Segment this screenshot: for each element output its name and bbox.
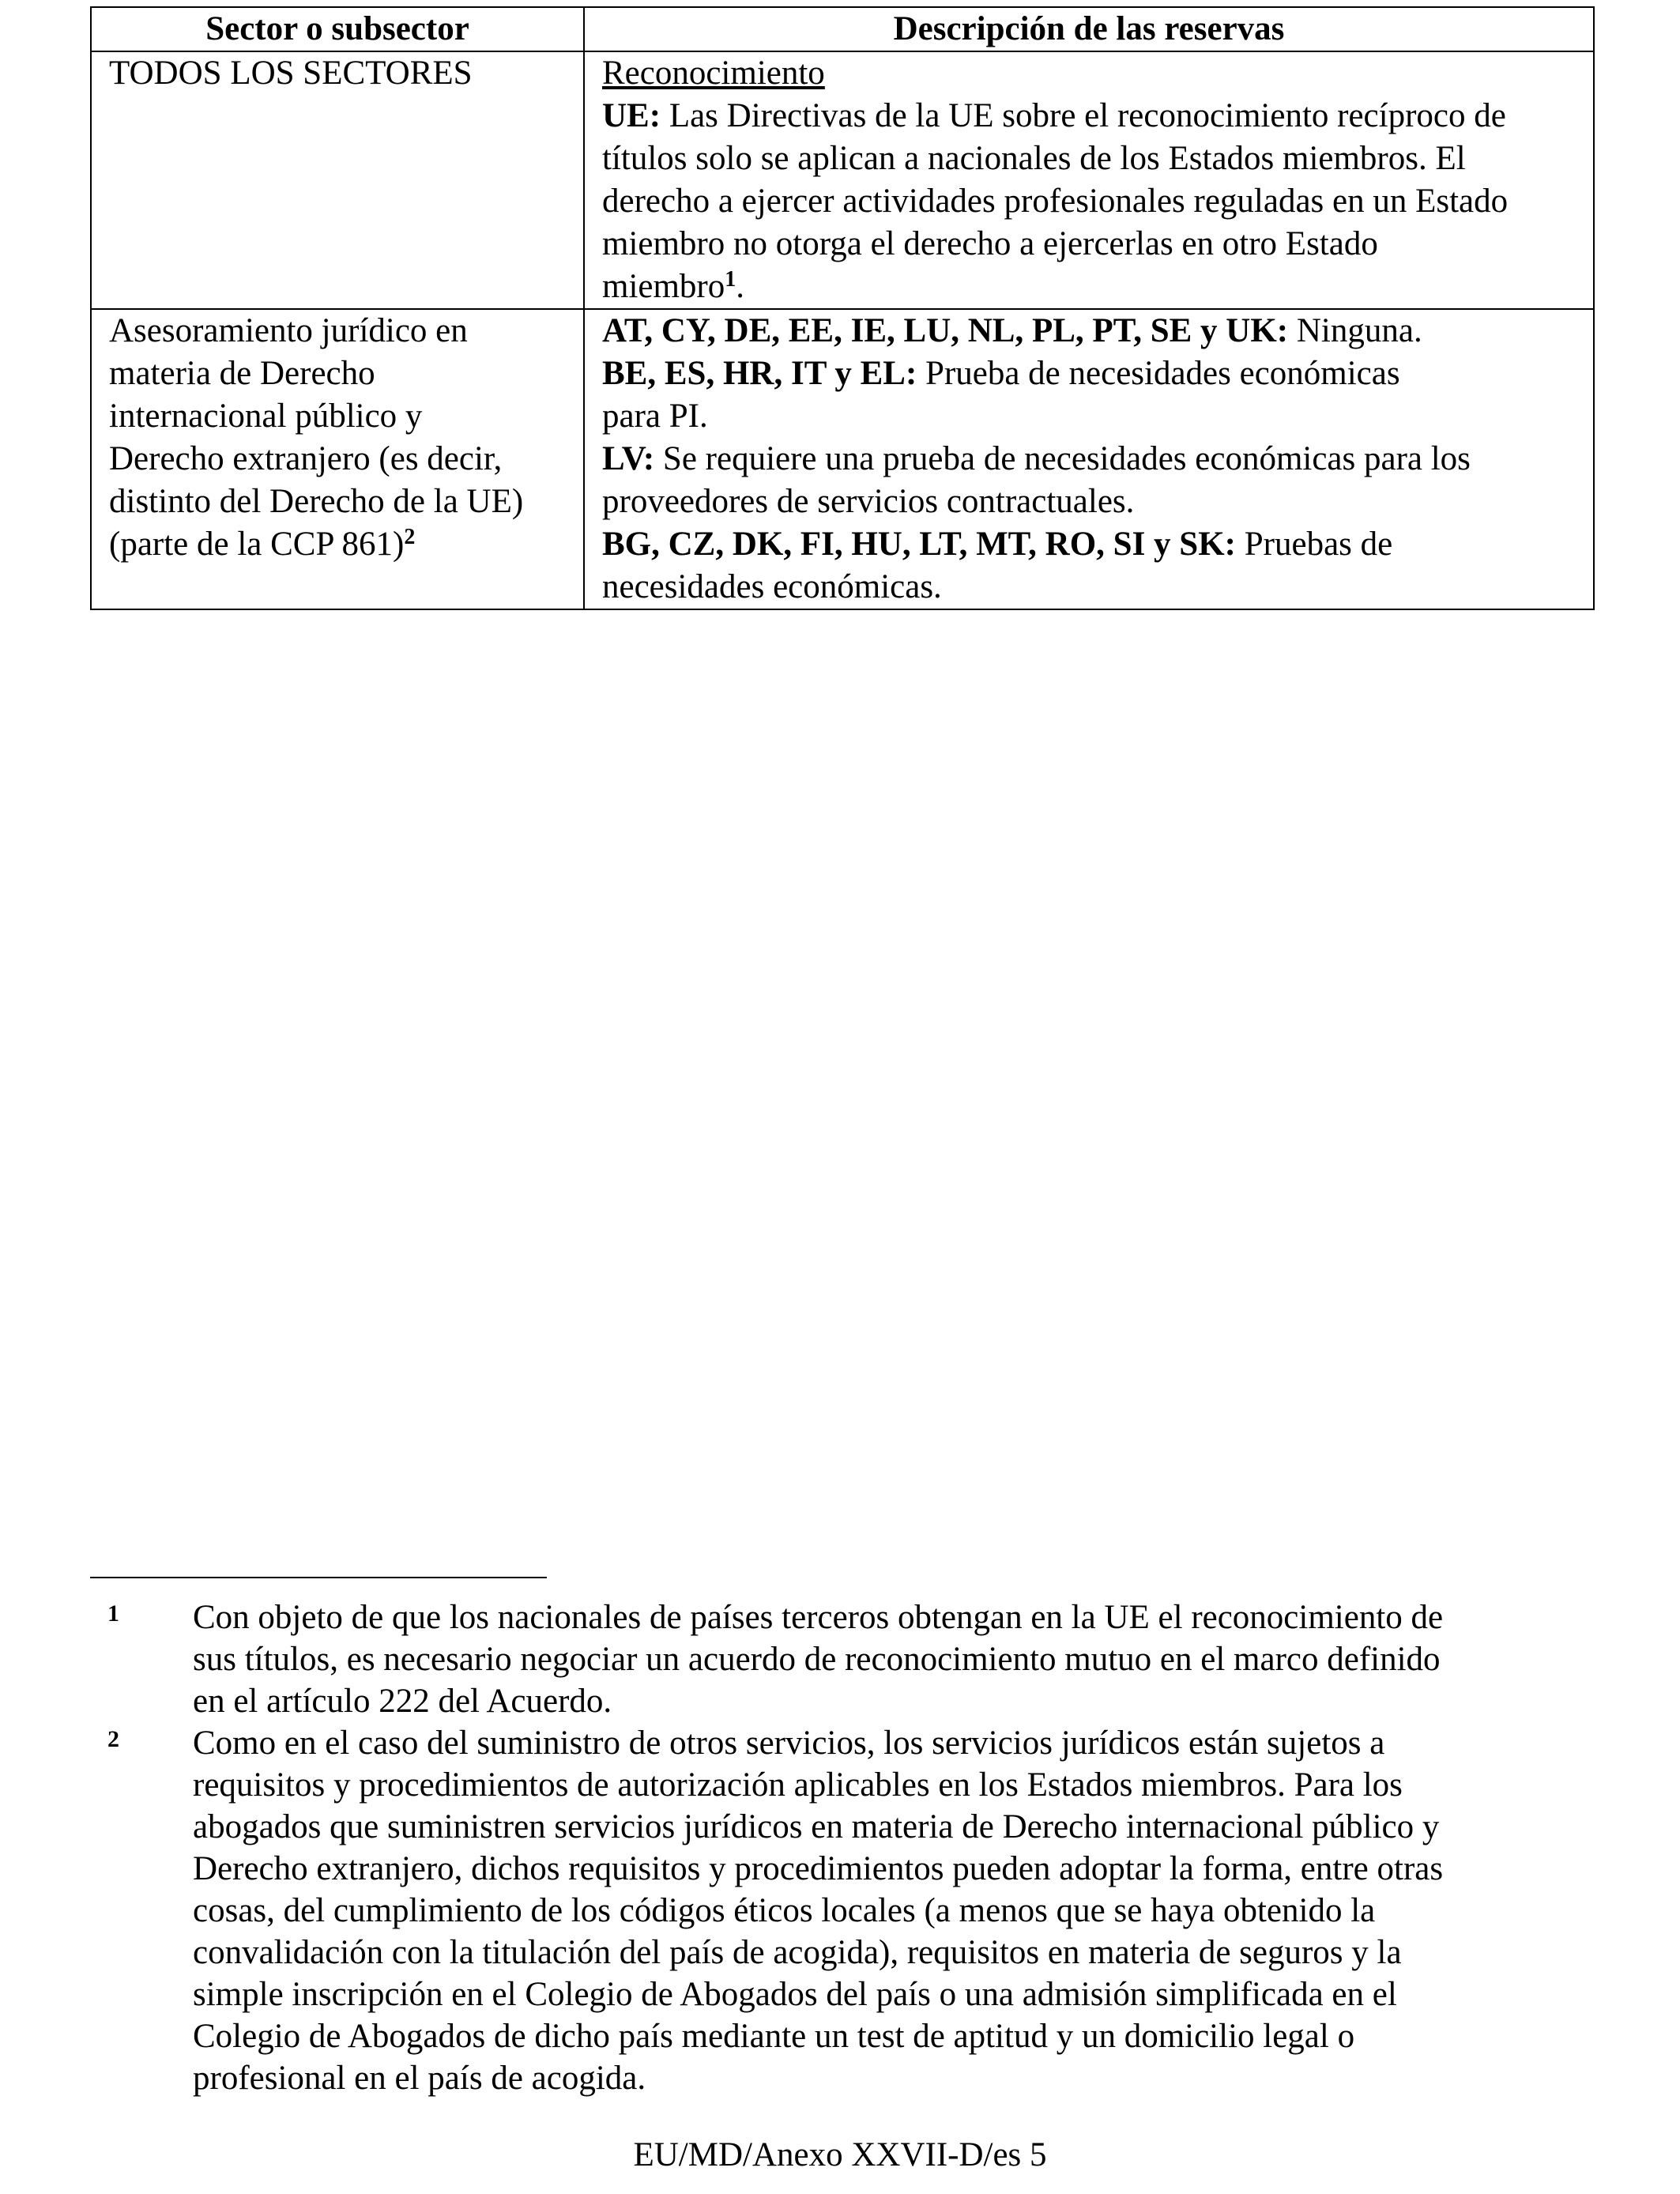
country-label: UE: <box>602 97 661 134</box>
description-line: miembro no otorga el derecho a ejercerlas en otro Estado <box>602 225 1378 262</box>
reservation-text: para PI. <box>602 398 708 435</box>
country-label: AT, CY, DE, EE, IE, LU, NL, PL, PT, SE y UK: <box>602 312 1289 349</box>
sector-line <box>109 523 564 566</box>
footnote-mark: 2 <box>107 1726 119 1752</box>
footnote-line: Con objeto de que los nacionales de países terceros obtengan en la UE el reconocimiento de <box>193 1599 1444 1636</box>
description-line: derecho a ejercer actividades profesionales reguladas en un Estado <box>602 183 1509 220</box>
sector-line: Asesoramiento jurídico en <box>109 312 468 349</box>
footnote-ref: 1 <box>725 267 736 292</box>
footnote-line: Como en el caso del suministro de otros servicios, los servicios jurídicos están sujetos a <box>193 1725 1385 1762</box>
footnote-line: Colegio de Abogados de dicho país mediante un test de aptitud y un domicilio legal o <box>193 2018 1355 2055</box>
reservation-text: Se requiere una prueba de necesidades económicas para los <box>654 440 1471 477</box>
footnote-line: cosas, del cumplimiento de los códigos éticos locales (a menos que se haya obtenido la <box>193 1892 1376 1929</box>
footnote-line: Derecho extranjero, dichos requisitos y procedimientos pueden adoptar la forma, entre otras <box>193 1850 1444 1887</box>
footnote-line: en el artículo 222 del Acuerdo. <box>193 1683 612 1720</box>
footnote-line: profesional en el país de acogida. <box>193 2060 646 2097</box>
reservation-heading: Reconocimiento <box>602 55 825 92</box>
footnote <box>90 1722 1584 2099</box>
reservation-text: necesidades económicas. <box>602 568 942 605</box>
footnote-line: sus títulos, es necesario negociar un acuerdo de reconocimiento mutuo en el marco definido <box>193 1641 1441 1678</box>
reservation-text: proveedores de servicios contractuales. <box>602 483 1135 520</box>
sector-line: distinto del Derecho de la UE) <box>109 483 524 520</box>
footnote-mark: 1 <box>107 1600 119 1627</box>
footnote-line: abogados que suministren servicios jurídicos en materia de Derecho internacional público y <box>193 1808 1440 1845</box>
country-label: BG, CZ, DK, FI, HU, LT, MT, RO, SI y SK: <box>602 526 1236 563</box>
reservation-text: Prueba de necesidades económicas <box>917 355 1400 392</box>
description-text: Las Directivas de la UE sobre el reconocimiento recíproco de <box>661 97 1506 134</box>
footnote-ref: 2 <box>404 525 416 549</box>
description-punct: . <box>736 268 744 305</box>
page-footer: EU/MD/Anexo XXVII-D/es 5 <box>633 2136 1047 2173</box>
footnote-line: requisitos y procedimientos de autorización aplicables en los Estados miembros. Para los <box>193 1766 1403 1804</box>
footnote-separator <box>90 1577 547 1578</box>
reservation-text: Ninguna. <box>1288 312 1422 349</box>
header-description: Descripción de las reservas <box>584 7 1594 51</box>
description-line <box>602 266 1579 308</box>
description-cell <box>584 309 1594 609</box>
reservation-entry <box>602 352 1579 395</box>
table-row <box>91 51 1594 309</box>
sector-line: materia de Derecho <box>109 355 375 392</box>
footnote-line: convalidación con la titulación del país de acogida), requisitos en materia de seguros y la <box>193 1934 1402 1971</box>
sector-name: TODOS LOS SECTORES <box>109 55 473 92</box>
sector-line: Derecho extranjero (es decir, <box>109 440 503 477</box>
description-text: miembro <box>602 268 725 305</box>
footnote-line: simple inscripción en el Colegio de Abogados del país o una admisión simplificada en el <box>193 1976 1397 2013</box>
sector-text: (parte de la CCP 861) <box>109 526 405 563</box>
description-cell <box>584 51 1594 309</box>
footnote <box>90 1596 1584 1722</box>
reservations-table <box>90 6 1595 610</box>
table-row <box>91 309 1594 609</box>
description-line <box>602 95 1579 138</box>
footnotes <box>90 1596 1584 2099</box>
table-header-row <box>91 7 1594 51</box>
sector-cell <box>91 309 584 609</box>
country-label: LV: <box>602 440 655 477</box>
reservation-entry <box>602 310 1579 352</box>
reservation-text: Pruebas de <box>1236 526 1393 563</box>
country-label: BE, ES, HR, IT y EL: <box>602 355 917 392</box>
header-sector: Sector o subsector <box>91 7 584 51</box>
sector-line: internacional público y <box>109 398 423 435</box>
description-line: títulos solo se aplican a nacionales de los Estados miembros. El <box>602 140 1466 177</box>
sector-cell <box>91 51 584 309</box>
reservation-entry <box>602 438 1579 481</box>
reservation-entry <box>602 523 1579 566</box>
